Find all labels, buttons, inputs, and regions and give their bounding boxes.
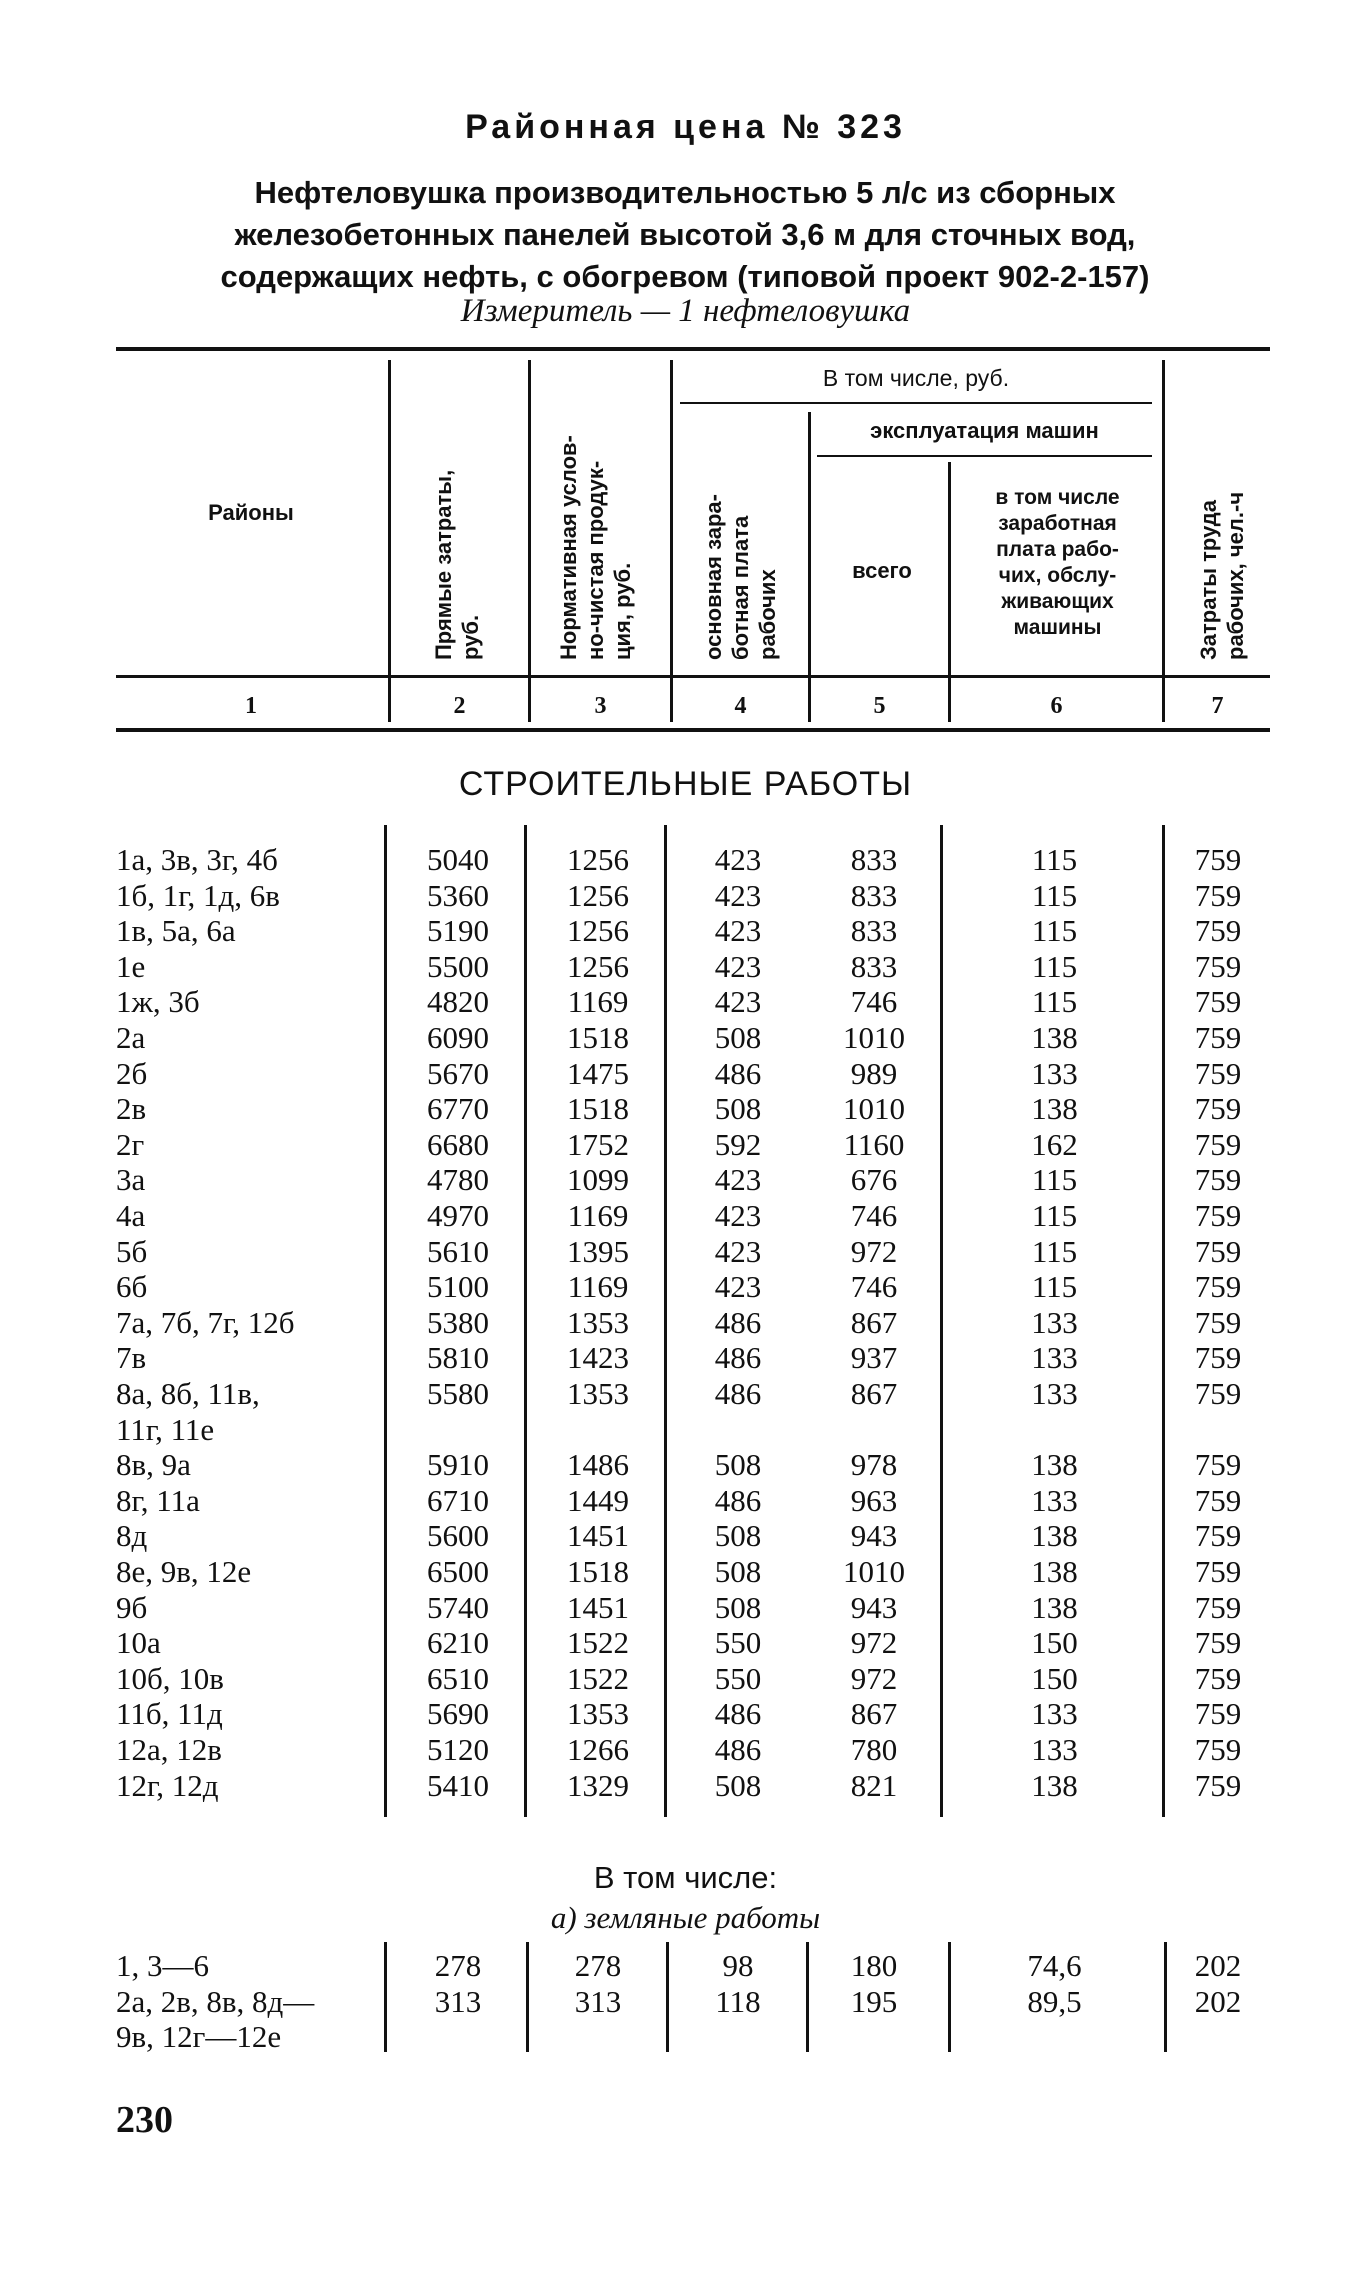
value-cell-c5: 989 bbox=[850, 1055, 898, 1091]
region-cell: 8е, 9в, 12е bbox=[116, 1554, 252, 1589]
value-cell-c6: 133 bbox=[1031, 1732, 1078, 1767]
value-cell-c6: 133 bbox=[1031, 1696, 1078, 1732]
value-cell-c7: 759 bbox=[1194, 1198, 1242, 1233]
region-cell: 2а, 2в, 8в, 8д— bbox=[116, 1983, 315, 2019]
table-row bbox=[0, 1483, 1371, 1519]
value-cell-c7: 759 bbox=[1194, 1340, 1242, 1376]
value-cell-c4: 486 bbox=[714, 1340, 762, 1376]
value-cell-c5: 833 bbox=[850, 948, 898, 984]
value-cell-c3: 1522 bbox=[567, 1625, 629, 1661]
value-cell-c4: 486 bbox=[714, 1376, 762, 1411]
value-cell-c6: 133 bbox=[1031, 1304, 1078, 1340]
value-cell-c6: 162 bbox=[1031, 1126, 1078, 1162]
value-cell-c6: 150 bbox=[1031, 1625, 1078, 1661]
region-cell: 2г bbox=[116, 1126, 145, 1162]
region-cell: 8г, 11а bbox=[116, 1482, 200, 1518]
header-divider bbox=[388, 360, 391, 722]
value-cell-c4: 508 bbox=[714, 1020, 762, 1055]
value-cell-c6: 138 bbox=[1031, 1091, 1078, 1127]
value-cell-c7: 759 bbox=[1194, 1376, 1242, 1411]
value-cell-c2: 6770 bbox=[427, 1091, 489, 1127]
value-cell-c7: 759 bbox=[1194, 877, 1242, 913]
region-cell: 4а bbox=[116, 1198, 146, 1233]
value-cell-c4: 423 bbox=[714, 1269, 762, 1305]
value-cell-c5: 1010 bbox=[843, 1091, 905, 1127]
column-number: 4 bbox=[734, 693, 747, 719]
value-cell-c6: 74,6 bbox=[1027, 1948, 1082, 1983]
table-row bbox=[0, 949, 1371, 985]
value-cell-c3: 1475 bbox=[567, 1055, 629, 1091]
value-cell-c5: 867 bbox=[850, 1304, 898, 1340]
value-cell-c7: 759 bbox=[1194, 1767, 1242, 1803]
header-divider bbox=[1162, 360, 1165, 722]
including-title: В том числе: bbox=[593, 1860, 778, 1895]
value-cell-c6: 138 bbox=[1031, 1518, 1078, 1554]
region-cell: 2в bbox=[116, 1091, 147, 1127]
table-row bbox=[0, 1162, 1371, 1198]
value-cell-c4: 486 bbox=[714, 1732, 762, 1767]
value-cell-c2: 5600 bbox=[427, 1518, 489, 1554]
table-row bbox=[0, 1269, 1371, 1305]
table-row bbox=[0, 1554, 1371, 1590]
table-row bbox=[0, 1696, 1371, 1732]
value-cell-c3: 1266 bbox=[567, 1732, 629, 1767]
value-cell-c5: 943 bbox=[850, 1518, 898, 1554]
region-cell: 12а, 12в bbox=[116, 1732, 222, 1767]
value-cell-c7: 759 bbox=[1194, 1020, 1242, 1055]
value-cell-c5: 676 bbox=[850, 1162, 898, 1198]
table-row bbox=[0, 1412, 1371, 1448]
page-title: Районная цена № 323 bbox=[465, 108, 906, 146]
value-cell-c2: 5910 bbox=[427, 1447, 489, 1483]
value-cell-c6: 115 bbox=[1031, 1269, 1078, 1305]
value-cell-c4: 592 bbox=[714, 1126, 762, 1162]
value-cell-c6: 133 bbox=[1031, 1340, 1078, 1376]
region-cell: 9в, 12г—12е bbox=[116, 2019, 282, 2055]
value-cell-c3: 1329 bbox=[567, 1767, 629, 1803]
table-row bbox=[0, 842, 1371, 878]
value-cell-c3: 1752 bbox=[567, 1126, 629, 1162]
value-cell-c6: 115 bbox=[1031, 1198, 1078, 1233]
value-cell-c2: 5740 bbox=[427, 1589, 489, 1625]
value-cell-c2: 6500 bbox=[427, 1554, 489, 1589]
value-cell-c7: 759 bbox=[1194, 1055, 1242, 1091]
value-cell-c2: 5670 bbox=[427, 1055, 489, 1091]
value-cell-c7: 759 bbox=[1194, 1162, 1242, 1198]
region-cell: 6б bbox=[116, 1269, 148, 1305]
value-cell-c5: 833 bbox=[850, 913, 898, 949]
value-cell-c2: 313 bbox=[434, 1983, 482, 2019]
value-cell-c7: 202 bbox=[1194, 1948, 1242, 1983]
subtitle-line: содержащих нефть, с обогревом (типовой проект 902-2-157) bbox=[220, 259, 1150, 294]
region-cell: 7в bbox=[116, 1340, 147, 1376]
value-cell-c3: 1099 bbox=[567, 1162, 629, 1198]
value-cell-c4: 486 bbox=[714, 1055, 762, 1091]
value-cell-c3: 1256 bbox=[567, 877, 629, 913]
value-cell-c3: 1256 bbox=[567, 913, 629, 949]
value-cell-c7: 759 bbox=[1194, 842, 1242, 877]
value-cell-c4: 423 bbox=[714, 913, 762, 949]
value-cell-c2: 5610 bbox=[427, 1233, 489, 1269]
table-row bbox=[0, 1376, 1371, 1412]
value-cell-c3: 1486 bbox=[567, 1447, 629, 1483]
value-cell-c3: 1169 bbox=[567, 1269, 629, 1305]
table-row bbox=[0, 1198, 1371, 1234]
value-cell-c7: 759 bbox=[1194, 1732, 1242, 1767]
value-cell-c3: 1395 bbox=[567, 1233, 629, 1269]
value-cell-c5: 972 bbox=[850, 1660, 898, 1696]
table-row bbox=[0, 1590, 1371, 1626]
value-cell-c7: 759 bbox=[1194, 1589, 1242, 1625]
value-cell-c7: 759 bbox=[1194, 948, 1242, 984]
value-cell-c7: 759 bbox=[1194, 1233, 1242, 1269]
value-cell-c4: 486 bbox=[714, 1482, 762, 1518]
header-direct-costs: Прямые затраты, руб. bbox=[431, 469, 483, 660]
column-number: 6 bbox=[1050, 693, 1063, 719]
value-cell-c6: 115 bbox=[1031, 984, 1078, 1020]
table-row bbox=[0, 1447, 1371, 1483]
table-row bbox=[0, 1234, 1371, 1270]
value-cell-c5: 821 bbox=[850, 1767, 898, 1803]
region-cell: 7а, 7б, 7г, 12б bbox=[116, 1304, 295, 1340]
table-row bbox=[0, 1625, 1371, 1661]
value-cell-c7: 759 bbox=[1194, 1660, 1242, 1696]
value-cell-c2: 5360 bbox=[427, 877, 489, 913]
value-cell-c4: 550 bbox=[714, 1625, 762, 1661]
header-normative-production: Нормативная услов- но-чистая продук- ция, руб. bbox=[556, 435, 635, 660]
value-cell-c3: 313 bbox=[574, 1983, 622, 2019]
value-cell-c2: 5040 bbox=[427, 842, 489, 877]
value-cell-c2: 6680 bbox=[427, 1126, 489, 1162]
value-cell-c3: 1169 bbox=[567, 1198, 629, 1233]
value-cell-c3: 1256 bbox=[567, 948, 629, 984]
including-rule bbox=[680, 402, 1152, 404]
value-cell-c4: 486 bbox=[714, 1304, 762, 1340]
table-row bbox=[0, 984, 1371, 1020]
region-cell: 11г, 11е bbox=[116, 1411, 215, 1447]
value-cell-c7: 759 bbox=[1194, 1091, 1242, 1127]
value-cell-c6: 115 bbox=[1031, 877, 1078, 913]
column-number: 3 bbox=[594, 693, 607, 719]
earthworks-title: а) земляные работы bbox=[550, 1900, 821, 1935]
table-row bbox=[0, 1127, 1371, 1163]
value-cell-c2: 6210 bbox=[427, 1625, 489, 1661]
header-divider bbox=[808, 412, 811, 722]
header-base-wage: основная зара- ботная плата рабочих bbox=[701, 494, 780, 660]
table-row bbox=[0, 1340, 1371, 1376]
value-cell-c2: 6510 bbox=[427, 1660, 489, 1696]
value-cell-c5: 978 bbox=[850, 1447, 898, 1483]
table-row bbox=[0, 1948, 1371, 1984]
value-cell-c6: 150 bbox=[1031, 1660, 1078, 1696]
header-machine-operation: эксплуатация машин bbox=[870, 418, 1099, 443]
value-cell-c6: 138 bbox=[1031, 1767, 1078, 1803]
value-cell-c5: 746 bbox=[850, 1269, 898, 1305]
column-number: 1 bbox=[245, 693, 257, 719]
value-cell-c5: 1160 bbox=[843, 1126, 905, 1162]
region-cell: 3а bbox=[116, 1162, 146, 1198]
page-number: 230 bbox=[116, 2099, 173, 2141]
header-machine-wage: в том числе заработная плата рабо- чих, обслу- живающих машины bbox=[995, 486, 1120, 639]
value-cell-c7: 759 bbox=[1194, 984, 1242, 1020]
value-cell-c4: 550 bbox=[714, 1660, 762, 1696]
value-cell-c6: 89,5 bbox=[1027, 1983, 1082, 2019]
value-cell-c4: 508 bbox=[714, 1447, 762, 1483]
value-cell-c5: 972 bbox=[850, 1233, 898, 1269]
region-cell: 1, 3—6 bbox=[116, 1948, 209, 1983]
region-cell: 10б, 10в bbox=[116, 1660, 224, 1696]
value-cell-c3: 1449 bbox=[567, 1482, 629, 1518]
value-cell-c4: 423 bbox=[714, 1198, 762, 1233]
value-cell-c2: 278 bbox=[434, 1948, 482, 1983]
value-cell-c5: 867 bbox=[850, 1376, 898, 1411]
table-row bbox=[0, 1020, 1371, 1056]
header-divider bbox=[948, 462, 951, 722]
value-cell-c4: 98 bbox=[722, 1948, 754, 1983]
table-row bbox=[0, 878, 1371, 914]
value-cell-c7: 202 bbox=[1194, 1983, 1242, 2019]
region-cell: 2а bbox=[116, 1020, 146, 1055]
value-cell-c3: 1353 bbox=[567, 1696, 629, 1732]
value-cell-c2: 4970 bbox=[427, 1198, 489, 1233]
value-cell-c7: 759 bbox=[1194, 1518, 1242, 1554]
value-cell-c7: 759 bbox=[1194, 1554, 1242, 1589]
unit-of-measure: Измеритель — 1 нефтеловушка bbox=[460, 293, 911, 329]
value-cell-c4: 508 bbox=[714, 1589, 762, 1625]
region-cell: 5б bbox=[116, 1233, 148, 1269]
value-cell-c2: 5690 bbox=[427, 1696, 489, 1732]
value-cell-c6: 133 bbox=[1031, 1482, 1078, 1518]
value-cell-c5: 1010 bbox=[843, 1020, 905, 1055]
value-cell-c2: 5580 bbox=[427, 1376, 489, 1411]
table-row bbox=[0, 913, 1371, 949]
value-cell-c2: 5810 bbox=[427, 1340, 489, 1376]
value-cell-c5: 780 bbox=[850, 1732, 898, 1767]
region-cell: 1в, 5а, 6а bbox=[116, 913, 236, 949]
value-cell-c3: 1518 bbox=[567, 1020, 629, 1055]
value-cell-c4: 508 bbox=[714, 1518, 762, 1554]
value-cell-c7: 759 bbox=[1194, 1126, 1242, 1162]
value-cell-c2: 6710 bbox=[427, 1482, 489, 1518]
value-cell-c2: 4780 bbox=[427, 1162, 489, 1198]
value-cell-c3: 1518 bbox=[567, 1091, 629, 1127]
value-cell-c4: 423 bbox=[714, 984, 762, 1020]
table-row bbox=[0, 1661, 1371, 1697]
column-number: 2 bbox=[453, 693, 466, 719]
value-cell-c3: 1353 bbox=[567, 1304, 629, 1340]
region-cell: 1ж, 3б bbox=[116, 984, 200, 1020]
value-cell-c6: 115 bbox=[1031, 948, 1078, 984]
value-cell-c7: 759 bbox=[1194, 1625, 1242, 1661]
value-cell-c5: 833 bbox=[850, 842, 898, 877]
value-cell-c7: 759 bbox=[1194, 1482, 1242, 1518]
region-cell: 8д bbox=[116, 1518, 148, 1554]
table-row bbox=[0, 2019, 1371, 2055]
value-cell-c5: 746 bbox=[850, 984, 898, 1020]
region-cell: 8в, 9а bbox=[116, 1447, 191, 1483]
value-cell-c5: 180 bbox=[850, 1948, 898, 1983]
section-title: СТРОИТЕЛЬНЫЕ РАБОТЫ bbox=[458, 765, 913, 803]
header-labor-cost: Затраты труда рабочих, чел.-ч bbox=[1196, 491, 1248, 660]
value-cell-c2: 5120 bbox=[427, 1732, 489, 1767]
value-cell-c3: 278 bbox=[574, 1948, 622, 1983]
value-cell-c2: 4820 bbox=[427, 984, 489, 1020]
value-cell-c4: 423 bbox=[714, 877, 762, 913]
region-cell: 1е bbox=[116, 948, 146, 984]
value-cell-c7: 759 bbox=[1194, 1696, 1242, 1732]
value-cell-c3: 1522 bbox=[567, 1660, 629, 1696]
value-cell-c4: 508 bbox=[714, 1554, 762, 1589]
header-divider bbox=[670, 360, 673, 722]
value-cell-c7: 759 bbox=[1194, 1304, 1242, 1340]
value-cell-c5: 1010 bbox=[843, 1554, 905, 1589]
subtitle bbox=[150, 172, 1220, 298]
value-cell-c2: 5100 bbox=[427, 1269, 489, 1305]
region-cell: 9б bbox=[116, 1589, 148, 1625]
value-cell-c6: 133 bbox=[1031, 1055, 1078, 1091]
value-cell-c3: 1353 bbox=[567, 1376, 629, 1411]
value-cell-c4: 486 bbox=[714, 1696, 762, 1732]
value-cell-c5: 972 bbox=[850, 1625, 898, 1661]
value-cell-c2: 5380 bbox=[427, 1304, 489, 1340]
colnum-bottom-rule bbox=[116, 728, 1270, 732]
table-row bbox=[0, 1305, 1371, 1341]
machines-rule bbox=[817, 455, 1152, 457]
value-cell-c4: 423 bbox=[714, 1233, 762, 1269]
value-cell-c3: 1451 bbox=[567, 1518, 629, 1554]
value-cell-c3: 1518 bbox=[567, 1554, 629, 1589]
value-cell-c6: 115 bbox=[1031, 1233, 1078, 1269]
region-cell: 12г, 12д bbox=[116, 1767, 219, 1803]
table-row bbox=[0, 1732, 1371, 1768]
value-cell-c4: 423 bbox=[714, 948, 762, 984]
column-number: 7 bbox=[1211, 693, 1224, 719]
value-cell-c3: 1451 bbox=[567, 1589, 629, 1625]
value-cell-c4: 423 bbox=[714, 1162, 762, 1198]
value-cell-c6: 138 bbox=[1031, 1589, 1078, 1625]
value-cell-c4: 508 bbox=[714, 1091, 762, 1127]
value-cell-c3: 1169 bbox=[567, 984, 629, 1020]
value-cell-c5: 833 bbox=[850, 877, 898, 913]
value-cell-c6: 115 bbox=[1031, 842, 1078, 877]
value-cell-c5: 937 bbox=[850, 1340, 898, 1376]
value-cell-c5: 943 bbox=[850, 1589, 898, 1625]
value-cell-c3: 1256 bbox=[567, 842, 629, 877]
value-cell-c2: 6090 bbox=[427, 1020, 489, 1055]
value-cell-c5: 746 bbox=[850, 1198, 898, 1233]
header-regions: Районы bbox=[208, 500, 294, 525]
value-cell-c2: 5190 bbox=[427, 913, 489, 949]
value-cell-c6: 138 bbox=[1031, 1447, 1078, 1483]
table-row bbox=[0, 1518, 1371, 1554]
header-top-rule bbox=[116, 347, 1270, 351]
value-cell-c4: 118 bbox=[715, 1983, 761, 2019]
table-row bbox=[0, 1984, 1371, 2020]
table-row bbox=[0, 1768, 1371, 1804]
header-including: В том числе, руб. bbox=[822, 365, 1010, 391]
value-cell-c5: 867 bbox=[850, 1696, 898, 1732]
subtitle-line: Нефтеловушка производительностью 5 л/с из сборных bbox=[254, 175, 1116, 210]
table-row bbox=[0, 1056, 1371, 1092]
region-cell: 1а, 3в, 3г, 4б bbox=[116, 842, 278, 877]
value-cell-c6: 133 bbox=[1031, 1376, 1078, 1411]
region-cell: 10а bbox=[116, 1625, 161, 1661]
value-cell-c5: 195 bbox=[850, 1983, 898, 2019]
value-cell-c3: 1423 bbox=[567, 1340, 629, 1376]
value-cell-c4: 508 bbox=[714, 1767, 762, 1803]
subtitle-line: железобетонных панелей высотой 3,6 м для сточных вод, bbox=[234, 217, 1136, 252]
value-cell-c6: 138 bbox=[1031, 1554, 1078, 1589]
column-number: 5 bbox=[873, 693, 886, 719]
region-cell: 11б, 11д bbox=[116, 1696, 223, 1732]
value-cell-c6: 115 bbox=[1031, 913, 1078, 949]
value-cell-c7: 759 bbox=[1194, 1269, 1242, 1305]
value-cell-c6: 138 bbox=[1031, 1020, 1078, 1055]
value-cell-c2: 5410 bbox=[427, 1767, 489, 1803]
table-row bbox=[0, 1091, 1371, 1127]
value-cell-c4: 423 bbox=[714, 842, 762, 877]
header-bottom-rule bbox=[116, 675, 1270, 678]
region-cell: 8а, 8б, 11в, bbox=[116, 1376, 260, 1411]
region-cell: 2б bbox=[116, 1055, 148, 1091]
value-cell-c7: 759 bbox=[1194, 913, 1242, 949]
value-cell-c2: 5500 bbox=[427, 948, 489, 984]
value-cell-c6: 115 bbox=[1031, 1162, 1078, 1198]
header-divider bbox=[528, 360, 531, 722]
value-cell-c7: 759 bbox=[1194, 1447, 1242, 1483]
value-cell-c5: 963 bbox=[850, 1482, 898, 1518]
region-cell: 1б, 1г, 1д, 6в bbox=[116, 877, 280, 913]
header-total: всего bbox=[852, 558, 912, 583]
